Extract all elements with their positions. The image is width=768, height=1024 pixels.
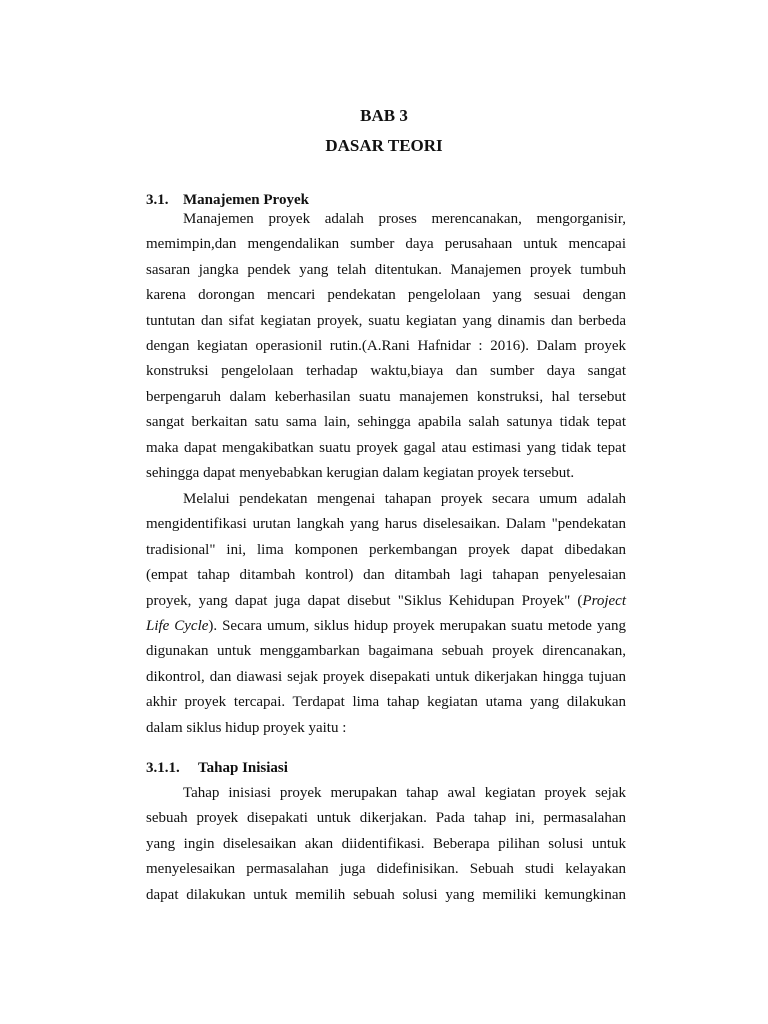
line-text: proyek, yang dapat juga dapat disebut "Siklus Kehidupan Proyek" ( <box>146 592 583 609</box>
paragraph-2 <box>146 487 626 741</box>
paragraph-line: dalam siklus hidup proyek yaitu : <box>146 719 347 736</box>
paragraph-line: dapat dilakukan untuk memilih sebuah solusi yang memiliki kemungkinan <box>146 886 626 903</box>
paragraph-3 <box>146 781 626 908</box>
paragraph-line: memimpin,dan mengendalikan sumber daya perusahaan untuk mencapai <box>146 236 626 253</box>
paragraph-line <box>146 614 626 639</box>
subsection-heading <box>146 759 626 777</box>
italic-term: Project <box>582 592 626 609</box>
paragraph-line: sasaran jangka pendek yang telah ditentukan. Manajemen proyek tumbuh <box>146 261 626 278</box>
paragraph-line: yang ingin diselesaikan akan diidentifikasi. Beberapa pilihan solusi untuk <box>146 835 626 852</box>
subsection-title: Tahap Inisiasi <box>198 760 288 776</box>
paragraph-line: dengan kegiatan operasionil rutin.(A.Rani Hafnidar : 2016). Dalam proyek <box>146 337 626 354</box>
chapter-title: DASAR TEORI <box>325 136 443 155</box>
section-number: 3.1. <box>146 192 169 208</box>
paragraph-line: sangat berkaitan satu sama lain, sehingga apabila salah satunya tidak tepat <box>146 414 626 431</box>
section-title: Manajemen Proyek <box>183 192 309 208</box>
line-text: ). Secara umum, siklus hidup proyek merupakan suatu metode yang <box>208 617 626 634</box>
paragraph-line: konstruksi pengelolaan terhadap waktu,biaya dan sumber daya sangat <box>146 363 626 380</box>
paragraph-line: tradisional" ini, lima komponen perkembangan proyek dapat dibedakan <box>146 541 626 558</box>
paragraph-line: berpengaruh dalam keberhasilan suatu manajemen konstruksi, hal tersebut <box>146 388 626 405</box>
paragraph-line: mengidentifikasi urutan langkah yang harus diselesaikan. Dalam "pendekatan <box>146 516 626 533</box>
paragraph-line: Manajemen proyek adalah proses merencanakan, mengorganisir, <box>183 211 626 227</box>
paragraph-line: (empat tahap ditambah kontrol) dan ditambah lagi tahapan penyelesaian <box>146 567 626 584</box>
paragraph-line <box>146 589 626 614</box>
paragraph-line: dikontrol, dan diawasi sejak proyek disepakati untuk dikerjakan hingga tujuan <box>146 668 626 685</box>
paragraph-line: karena dorongan mencari pendekatan pengelolaan yang sesuai dengan <box>146 287 626 304</box>
paragraph-1 <box>146 207 626 486</box>
paragraph-line: sebuah proyek disepakati untuk dikerjakan. Pada tahap ini, permasalahan <box>146 810 626 827</box>
italic-term: Life Cycle <box>146 617 209 634</box>
paragraph-line: sehingga dapat menyebabkan kerugian dalam kegiatan proyek tersebut. <box>146 464 575 481</box>
subsection-number: 3.1.1. <box>146 760 180 776</box>
paragraph-line: Tahap inisiasi proyek merupakan tahap awal kegiatan proyek sejak <box>183 785 626 801</box>
paragraph-line: menyelesaikan permasalahan juga didefinisikan. Sebuah studi kelayakan <box>146 861 626 878</box>
chapter-number: BAB 3 <box>360 106 408 125</box>
paragraph-line: akhir proyek tercapai. Terdapat lima tahap kegiatan utama yang dilakukan <box>146 694 626 711</box>
paragraph-line: maka dapat mengakibatkan suatu proyek gagal atau estimasi yang tidak tepat <box>146 439 626 456</box>
paragraph-line: digunakan untuk menggambarkan bagaimana sebuah proyek direncanakan, <box>146 643 626 660</box>
paragraph-line: tuntutan dan sifat kegiatan proyek, suatu kegiatan yang dinamis dan berbeda <box>146 312 626 329</box>
paragraph-line: Melalui pendekatan mengenai tahapan proyek secara umum adalah <box>183 491 626 507</box>
